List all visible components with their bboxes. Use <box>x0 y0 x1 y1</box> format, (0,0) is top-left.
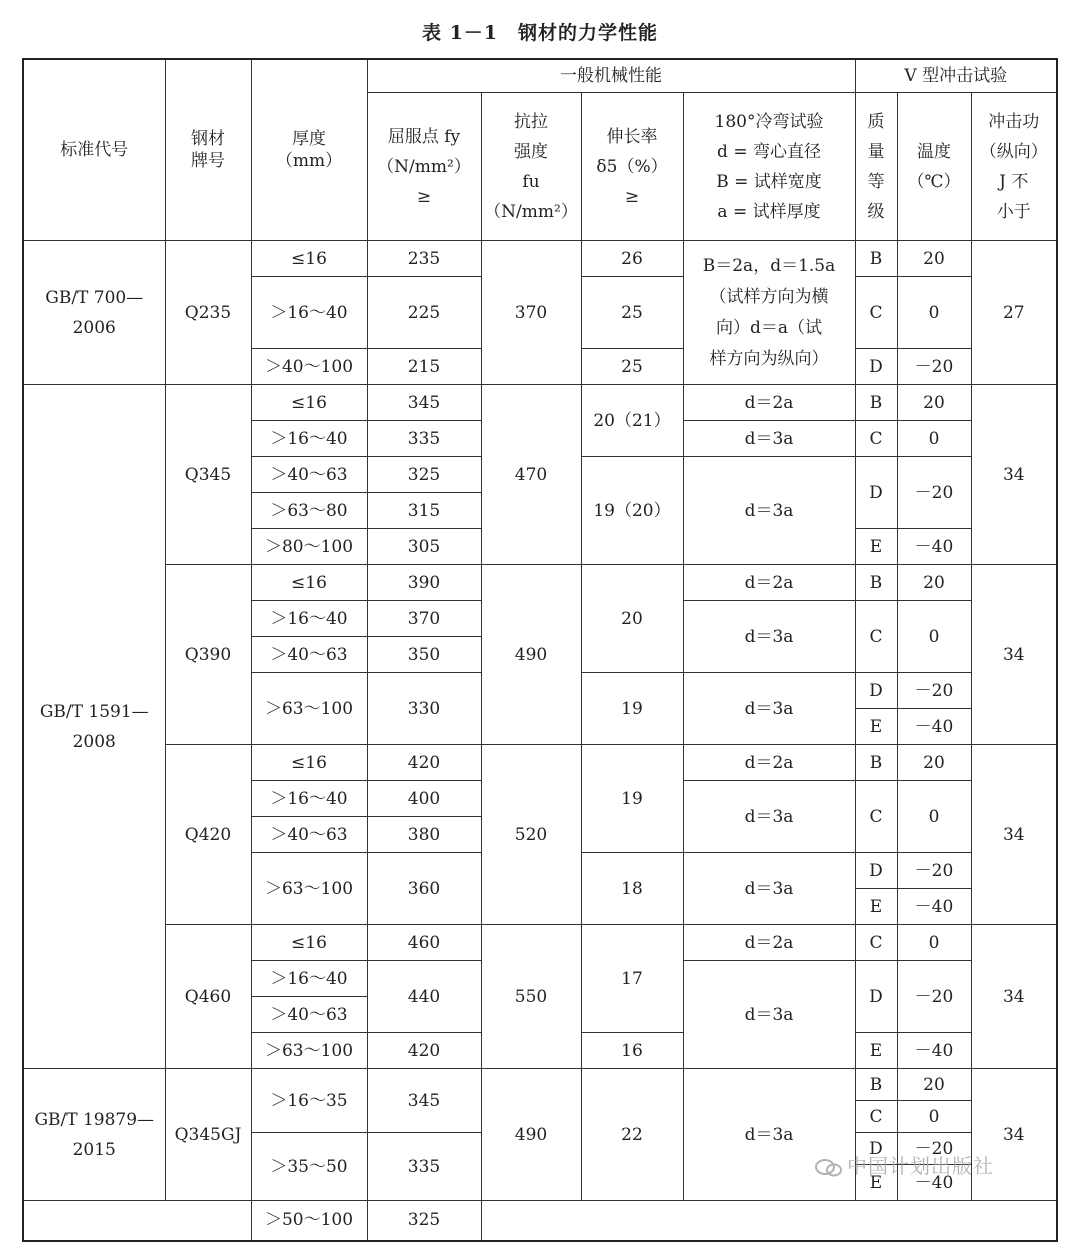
thickness-cell: ＞63～100 <box>251 1033 367 1069</box>
elongation-cell: 19 <box>581 745 683 853</box>
temperature-cell: －40 <box>897 1165 971 1201</box>
watermark-text: 中国计划出版社 <box>847 1154 994 1178</box>
yield-cell: 400 <box>367 781 481 817</box>
quality-cell: D <box>855 457 897 529</box>
bend-cell: d＝3a <box>683 673 855 745</box>
header-standard: 标准代号 <box>23 59 165 241</box>
bend-cell: d＝3a <box>683 457 855 565</box>
quality-cell: C <box>855 1101 897 1133</box>
quality-cell: E <box>855 709 897 745</box>
steel-grade: Q460 <box>165 925 251 1069</box>
steel-grade: Q420 <box>165 745 251 925</box>
quality-cell: B <box>855 745 897 781</box>
thickness-cell: ≤16 <box>251 925 367 961</box>
steel-properties-table <box>22 58 1058 1242</box>
header-quality: 质 量 等 级 <box>855 93 897 241</box>
steel-grade: Q235 <box>165 241 251 385</box>
temperature-cell: 0 <box>897 601 971 673</box>
elongation-cell: 20（21） <box>581 385 683 457</box>
elongation-cell: 18 <box>581 853 683 925</box>
thickness-cell: ＞16～40 <box>251 421 367 457</box>
thickness-cell: ＞63～100 <box>251 853 367 925</box>
yield-cell: 325 <box>367 1201 481 1241</box>
quality-cell: B <box>855 565 897 601</box>
temperature-cell: 20 <box>897 241 971 277</box>
elongation-cell: 19（20） <box>581 457 683 565</box>
thickness-cell: ≤16 <box>251 745 367 781</box>
publisher-watermark <box>815 1150 994 1179</box>
temperature-cell: －20 <box>897 1133 971 1165</box>
thickness-cell: ＞40～63 <box>251 817 367 853</box>
temperature-cell: 20 <box>897 1069 971 1101</box>
standard-code: GB/T 1591— 2008 <box>23 385 165 1069</box>
yield-cell: 330 <box>367 673 481 745</box>
quality-cell: D <box>855 961 897 1033</box>
temperature-cell: －20 <box>897 457 971 529</box>
energy-cell: 27 <box>971 241 1057 385</box>
temperature-cell: 0 <box>897 1101 971 1133</box>
quality-cell: B <box>855 1069 897 1101</box>
header-bend: 180°冷弯试验 d = 弯心直径 B = 试样宽度 a = 试样厚度 <box>683 93 855 241</box>
quality-cell: C <box>855 277 897 349</box>
quality-cell: C <box>855 781 897 853</box>
yield-cell: 305 <box>367 529 481 565</box>
energy-cell: 34 <box>971 385 1057 565</box>
header-energy: 冲击功 （纵向） J 不 小于 <box>971 93 1057 241</box>
yield-cell: 225 <box>367 277 481 349</box>
bend-cell: d＝2a <box>683 565 855 601</box>
steel-grade: Q345GJ <box>165 1069 251 1201</box>
temperature-cell: －40 <box>897 1033 971 1069</box>
thickness-cell: ≤16 <box>251 565 367 601</box>
elongation-cell: 26 <box>581 241 683 277</box>
quality-cell: B <box>855 385 897 421</box>
steel-grade: Q345 <box>165 385 251 565</box>
elongation-cell: 19 <box>581 673 683 745</box>
quality-cell: D <box>855 673 897 709</box>
header-yield: 屈服点 fy （N/mm²） ≥ <box>367 93 481 241</box>
yield-cell: 360 <box>367 853 481 925</box>
bend-cell: d＝3a <box>683 421 855 457</box>
thickness-cell: ＞63～80 <box>251 493 367 529</box>
thickness-cell: ＞16～40 <box>251 277 367 349</box>
quality-cell: E <box>855 1033 897 1069</box>
energy-cell: 34 <box>971 565 1057 745</box>
thickness-cell: ＞40～63 <box>251 997 367 1033</box>
quality-cell: D <box>855 1133 897 1165</box>
header-impact: V 型冲击试验 <box>855 59 1057 93</box>
energy-cell: 34 <box>971 1069 1057 1201</box>
quality-cell: B <box>855 241 897 277</box>
temperature-cell: －20 <box>897 349 971 385</box>
yield-cell: 420 <box>367 745 481 781</box>
tensile-cell: 520 <box>481 745 581 925</box>
thickness-cell: ＞16～40 <box>251 781 367 817</box>
wechat-icon <box>815 1158 843 1178</box>
elongation-cell: 25 <box>581 277 683 349</box>
temperature-cell: 0 <box>897 925 971 961</box>
yield-cell: 390 <box>367 565 481 601</box>
temperature-cell: －20 <box>897 853 971 889</box>
energy-cell: 34 <box>971 925 1057 1069</box>
yield-cell: 315 <box>367 493 481 529</box>
bend-cell: d＝3a <box>683 601 855 673</box>
yield-cell: 235 <box>367 241 481 277</box>
bend-cell: d＝3a <box>683 781 855 853</box>
table-title: 表 1－1 钢材的力学性能 <box>421 22 659 44</box>
energy-cell: 34 <box>971 745 1057 925</box>
yield-cell: 345 <box>367 385 481 421</box>
elongation-cell: 22 <box>581 1069 683 1201</box>
elongation-cell: 25 <box>581 349 683 385</box>
temperature-cell: 0 <box>897 421 971 457</box>
temperature-cell: 0 <box>897 781 971 853</box>
quality-cell: E <box>855 1165 897 1201</box>
bend-cell: d＝3a <box>683 961 855 1069</box>
yield-cell: 335 <box>367 1133 481 1201</box>
bend-cell: d＝2a <box>683 745 855 781</box>
thickness-cell: ＞40～63 <box>251 637 367 673</box>
header-elongation: 伸长率 δ5（%） ≥ <box>581 93 683 241</box>
tensile-cell: 490 <box>481 565 581 745</box>
header-thickness: 厚度 （mm） <box>251 59 367 241</box>
elongation-cell: 20 <box>581 565 683 673</box>
quality-cell: E <box>855 889 897 925</box>
quality-cell: D <box>855 349 897 385</box>
bend-cell: d＝2a <box>683 925 855 961</box>
temperature-cell: 20 <box>897 385 971 421</box>
thickness-cell: ＞16～40 <box>251 961 367 997</box>
yield-cell: 440 <box>367 961 481 1033</box>
header-general: 一般机械性能 <box>367 59 855 93</box>
thickness-cell: ＞16～40 <box>251 601 367 637</box>
standard-code: GB/T 700— 2006 <box>23 241 165 385</box>
yield-cell: 370 <box>367 601 481 637</box>
temperature-cell: －40 <box>897 529 971 565</box>
thickness-cell: ＞80～100 <box>251 529 367 565</box>
header-grade: 钢材 牌号 <box>165 59 251 241</box>
header-temperature: 温度 （℃） <box>897 93 971 241</box>
temperature-cell: 20 <box>897 745 971 781</box>
yield-cell: 325 <box>367 457 481 493</box>
temperature-cell: －20 <box>897 961 971 1033</box>
quality-cell: C <box>855 601 897 673</box>
temperature-cell: 0 <box>897 277 971 349</box>
thickness-cell: ≤16 <box>251 241 367 277</box>
yield-cell: 380 <box>367 817 481 853</box>
thickness-cell: ＞40～100 <box>251 349 367 385</box>
yield-cell: 420 <box>367 1033 481 1069</box>
tensile-cell: 490 <box>481 1069 581 1201</box>
thickness-cell: ＞40～63 <box>251 457 367 493</box>
quality-cell: D <box>855 853 897 889</box>
yield-cell: 460 <box>367 925 481 961</box>
bend-cell: d＝3a <box>683 1069 855 1201</box>
quality-cell: E <box>855 529 897 565</box>
thickness-cell: ≤16 <box>251 385 367 421</box>
yield-cell: 335 <box>367 421 481 457</box>
yield-cell: 215 <box>367 349 481 385</box>
bend-cell: B＝2a，d＝1.5a （试样方向为横 向）d＝a（试 样方向为纵向） <box>683 241 855 385</box>
thickness-cell: ＞50～100 <box>251 1201 367 1241</box>
thickness-cell: ＞16～35 <box>251 1069 367 1133</box>
tensile-cell: 550 <box>481 925 581 1069</box>
elongation-cell: 17 <box>581 925 683 1033</box>
tensile-cell: 370 <box>481 241 581 385</box>
standard-code: GB/T 19879— 2015 <box>23 1069 165 1201</box>
bend-cell: d＝2a <box>683 385 855 421</box>
header-tensile: 抗拉 强度 fu （N/mm²） <box>481 93 581 241</box>
thickness-cell: ＞63～100 <box>251 673 367 745</box>
tensile-cell: 470 <box>481 385 581 565</box>
bend-cell: d＝3a <box>683 853 855 925</box>
temperature-cell: －20 <box>897 673 971 709</box>
yield-cell: 350 <box>367 637 481 673</box>
temperature-cell: －40 <box>897 709 971 745</box>
quality-cell: C <box>855 421 897 457</box>
temperature-cell: 20 <box>897 565 971 601</box>
quality-cell: C <box>855 925 897 961</box>
elongation-cell: 16 <box>581 1033 683 1069</box>
yield-cell: 345 <box>367 1069 481 1133</box>
thickness-cell: ＞35～50 <box>251 1133 367 1201</box>
steel-grade: Q390 <box>165 565 251 745</box>
temperature-cell: －40 <box>897 889 971 925</box>
